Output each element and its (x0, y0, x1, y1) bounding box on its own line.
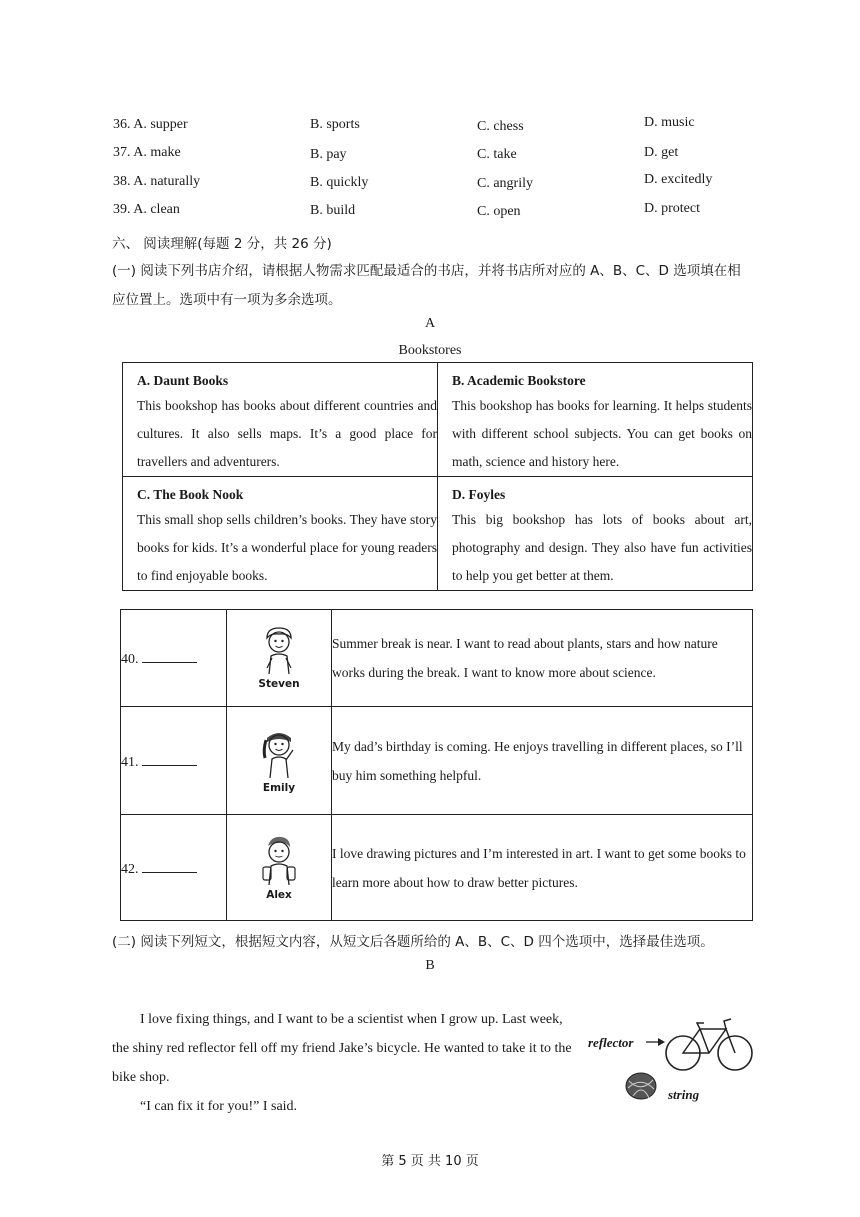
match-row (121, 610, 753, 707)
option-row-36 (113, 117, 753, 137)
passage-letter-a: A (424, 316, 436, 331)
girl-avatar-icon (259, 726, 299, 794)
store-description: This big bookshop has lots of books about art, photography and design. They also have fun activities to help you get better at them. (452, 512, 752, 583)
page-footer: 第 5 页 共 10 页 (381, 1154, 479, 1169)
question-number: 42. (121, 861, 139, 877)
table-title: Bookstores (398, 343, 462, 358)
string-ball-icon (624, 1071, 658, 1101)
option-d: D. get (644, 145, 679, 160)
option-c: C. take (477, 147, 517, 162)
option-row-38 (113, 174, 753, 194)
option-d: D. music (644, 115, 695, 130)
store-cell-d (438, 477, 753, 591)
match-row (121, 815, 753, 921)
answer-blank[interactable] (142, 858, 197, 873)
arrow-icon (646, 1037, 666, 1047)
option-a: 36. A. supper (113, 117, 188, 132)
need-text: My dad’s birthday is coming. He enjoys travelling in different places, so I’ll buy him something helpful. (332, 707, 753, 815)
store-title: B. Academic Bookstore (452, 373, 586, 388)
reflector-label: reflector (588, 1035, 634, 1050)
answer-cell (121, 815, 227, 921)
avatar-name: Emily (262, 781, 296, 794)
store-description: This small shop sells children’s books. They have story books for kids. It’s a wonderful place for young readers to find enjoyable books. (137, 512, 437, 583)
option-b: B. pay (310, 147, 347, 162)
option-a: 38. A. naturally (113, 174, 201, 189)
option-c: C. open (477, 204, 521, 219)
bookstores-table (122, 362, 753, 591)
answer-cell (121, 610, 227, 707)
option-row-39 (113, 202, 753, 222)
answer-blank[interactable] (142, 751, 197, 766)
avatar-name: Alex (266, 888, 292, 901)
option-b: B. build (310, 203, 356, 218)
store-title: A. Daunt Books (137, 373, 229, 388)
answer-cell (121, 707, 227, 815)
passage-paragraph-2: “I can fix it for you!” I said. (140, 1099, 298, 1114)
string-label: string (668, 1087, 700, 1102)
option-d: D. protect (644, 201, 700, 216)
avatar-cell (227, 707, 332, 815)
option-d: D. excitedly (644, 172, 713, 187)
store-title: D. Foyles (452, 487, 506, 502)
need-text: I love drawing pictures and I’m interested in art. I want to get some books to learn more about how to draw better pictures. (332, 815, 753, 921)
avatar-cell (227, 610, 332, 707)
section-heading: 六、 阅读理解(每题 2 分，共 26 分) (112, 236, 332, 252)
question-number: 41. (121, 754, 139, 770)
option-c: C. angrily (477, 176, 533, 191)
option-row-37 (113, 145, 753, 165)
store-cell-c (123, 477, 438, 591)
answer-blank[interactable] (142, 648, 197, 663)
boy-avatar-icon (258, 624, 299, 690)
matching-table (120, 609, 753, 921)
match-row (121, 707, 753, 815)
option-a: 37. A. make (113, 145, 181, 160)
passage-paragraph-1: I love fixing things, and I want to be a scientist when I grow up. Last week, the shiny red reflector fell off my friend Jake’s bicycle. He wanted to take it to the bike shop. (112, 1012, 572, 1085)
avatar-cell (227, 815, 332, 921)
option-b: B. sports (310, 117, 360, 132)
option-b: B. quickly (310, 175, 369, 190)
part2-instruction: (二) 阅读下列短文，根据短文内容，从短文后各题所给的 A、B、C、D 四个选项中，选择最佳选项。 (112, 934, 714, 950)
question-number: 40. (121, 652, 139, 667)
avatar-name: Steven (258, 678, 300, 690)
bicycle-icon (664, 1015, 754, 1073)
passage-letter-b: B (425, 958, 435, 973)
bicycle-illustration (588, 1015, 758, 1105)
store-cell-b (438, 363, 753, 477)
part1-instruction-line2: 应位置上。选项中有一项为多余选项。 (112, 292, 342, 308)
store-cell-a (123, 363, 438, 477)
boy-backpack-avatar-icon (259, 833, 299, 901)
store-description: This bookshop has books about different countries and cultures. It also sells maps. It’s a good place for travellers and adventurers. (137, 398, 437, 469)
store-description: This bookshop has books for learning. It helps students with different school subjects. You can get books on math, science and history here. (452, 398, 752, 469)
option-a: 39. A. clean (113, 202, 180, 217)
option-c: C. chess (477, 119, 524, 134)
part1-instruction-line1: (一) 阅读下列书店介绍，请根据人物需求匹配最适合的书店，并将书店所对应的 A、B、C、D 选项填在相 (112, 263, 741, 279)
store-title: C. The Book Nook (137, 487, 244, 502)
need-text: Summer break is near. I want to read about plants, stars and how nature works during the break. I want to know more about science. (332, 610, 753, 707)
